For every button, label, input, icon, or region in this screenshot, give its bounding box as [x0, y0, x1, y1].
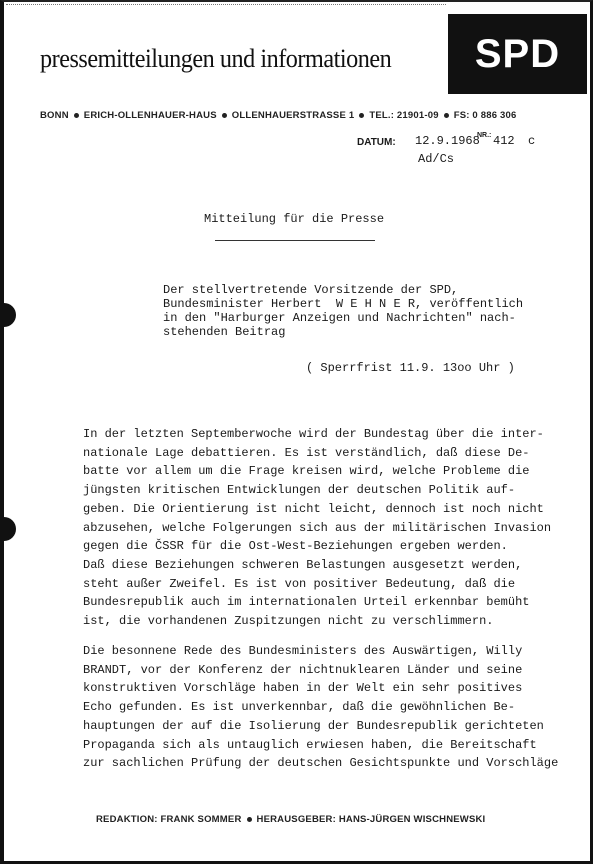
bullet-icon — [444, 113, 449, 118]
nr-label: NR.: — [477, 132, 492, 139]
spd-logo: SPD — [448, 14, 587, 94]
text-line: Die besonnene Rede des Bundesministers des Auswärtigen, Willy — [83, 644, 523, 658]
text-line: batte vor allem um die Frage kreisen wird, welche Probleme die — [83, 464, 530, 479]
intro-block — [163, 283, 523, 339]
header-dotted-rule — [6, 4, 446, 5]
text-line: In der letzten Septemberwoche wird der Bundestag über die inter- — [83, 427, 544, 441]
text-line: BRANDT, vor der Konferenz der nichtnuklearen Länder und seine — [83, 662, 523, 677]
footer-credits — [96, 814, 485, 825]
text-line: jüngsten kritischen Entwicklungen der deutschen Politik auf- — [83, 483, 516, 498]
text-line: gegen die ČSSR für die Ost-West-Beziehungen ergeben werden. — [83, 539, 508, 554]
address-phone: TEL.: 21901-09 — [369, 110, 439, 121]
intro-line: stehenden Beitrag — [163, 325, 286, 339]
paragraph-2 — [83, 642, 558, 773]
intro-line: Der stellvertretende Vorsitzende der SPD, — [163, 283, 459, 297]
text-line: nationale Lage debattieren. Es ist verständlich, daß diese De- — [83, 445, 530, 460]
nr-value: 412 — [493, 134, 515, 148]
text-line: Propaganda sich als untauglich erwiesen haben, die Bereitschaft — [83, 737, 537, 752]
intro-line: in den "Harburger Anzeigen und Nachrichten" nach- — [163, 311, 516, 325]
text-line: zur sachlichen Prüfung der deutschen Gesichtspunkte und Vorschläge — [83, 756, 559, 771]
text-line: Bundesrepublik auch im internationalen Urteil erkennbar bemüht — [83, 595, 530, 610]
heading-underline — [215, 240, 375, 241]
address-telex: FS: 0 886 306 — [453, 110, 517, 121]
paragraph-1 — [83, 425, 551, 631]
footer-publisher: HERAUSGEBER: HANS-JÜRGEN WISCHNEWSKI — [256, 814, 486, 825]
reference-initials: Ad/Cs — [418, 152, 455, 166]
bullet-icon — [247, 817, 252, 822]
text-line: geben. Die Orientierung ist nicht leicht, dennoch ist noch nicht — [83, 501, 544, 516]
letterhead-address — [40, 110, 517, 121]
address-city: BONN — [40, 110, 69, 121]
text-line: Echo gefunden. Es ist unverkennbar, daß die gewöhnlichen Be- — [83, 700, 516, 715]
address-building: ERICH-OLLENHAUER-HAUS — [83, 110, 217, 121]
text-line: steht außer Zweifel. Es ist von positiver Bedeutung, daß die — [83, 576, 516, 591]
nr-suffix: c — [528, 134, 536, 148]
text-line: hauptungen der auf die Isolierung der Bundesrepublik gerichteten — [83, 718, 544, 733]
embargo-notice: ( Sperrfrist 11.9. 13oo Uhr ) — [306, 361, 515, 375]
text-line: abzusehen, welche Folgerungen sich aus der militärischen Invasion — [83, 520, 552, 535]
letterhead-title: pressemitteilungen und informationen — [40, 44, 392, 73]
bullet-icon — [222, 113, 227, 118]
datum-value: 12.9.1968 — [415, 134, 480, 148]
footer-editor: REDAKTION: FRANK SOMMER — [96, 814, 242, 825]
text-line: ist, die vorhandenen Zuspitzungen nicht zu verschlimmern. — [83, 614, 494, 629]
bullet-icon — [74, 113, 79, 118]
text-line: konstruktiven Vorschläge haben in der Welt ein sehr positives — [83, 681, 523, 696]
bullet-icon — [359, 113, 364, 118]
datum-label: DATUM: — [357, 137, 396, 148]
text-line: Daß diese Beziehungen schweren Belastungen ausgesetzt werden, — [83, 557, 523, 572]
document-heading: Mitteilung für die Presse — [204, 212, 385, 226]
address-street: OLLENHAUERSTRASSE 1 — [231, 110, 355, 121]
intro-line: Bundesminister Herbert W E H N E R, veröffentlich — [163, 297, 524, 311]
